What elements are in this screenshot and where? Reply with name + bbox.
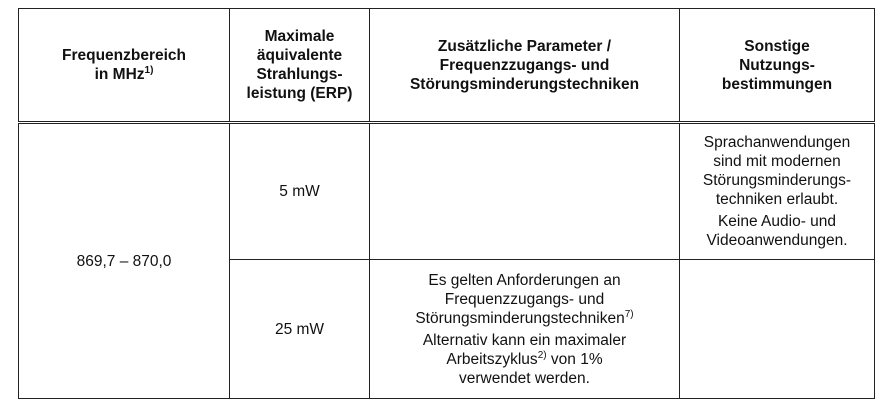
header-usage-line3: bestimmungen [721,75,833,93]
parameters-paragraph-requirements [378,271,671,328]
header-usage-line1: Sonstige [744,37,810,55]
header-frequency-range [19,9,230,123]
erp-value: 5 mW [279,183,320,200]
frequency-regulation-table [18,8,875,399]
parameters-cell [370,260,680,399]
header-usage-line2: Nutzungs- [739,56,815,74]
erp-cell-25mw [230,260,370,399]
header-params-line3: Störungsminderungstechniken [409,75,640,93]
parameters-cell-empty [370,123,680,260]
header-erp-line2: äquivalente [256,47,343,64]
table-row [19,123,875,260]
parameters-line: Frequenzzugangs- und [444,290,605,308]
usage-line: Störungsminderungs- [702,172,852,189]
header-erp-line4: leistung (ERP) [246,85,353,102]
parameters-line: Alternativ kann ein maximaler [422,331,627,349]
header-max-erp [230,9,370,123]
header-params-line1: Zusätzliche Parameter / [437,37,612,55]
header-additional-parameters [370,9,680,123]
parameters-line-rest: von 1% [546,350,603,368]
header-params-line2: Frequenzzugangs- und [439,56,610,74]
footnote-ref-7: 7) [624,308,634,320]
parameters-line: verwendet werden. [459,369,590,387]
frequency-value: 869,7 – 870,0 [76,252,172,270]
header-frequency-line1: Frequenzbereich [61,47,187,64]
usage-paragraph-no-av [688,212,866,250]
usage-cell-empty [680,260,875,399]
header-frequency-line2: in MHz [94,66,145,83]
header-erp-line1: Maximale [264,28,335,45]
parameters-line: Arbeitszyklus [446,350,538,368]
footnote-ref-2: 2) [537,349,547,361]
erp-value: 25 mW [274,320,325,338]
table-header-row [19,9,875,123]
usage-cell [680,123,875,260]
erp-cell-5mw [230,123,370,260]
parameters-line: Störungsminderungstechniken [415,309,625,327]
usage-line: Keine Audio- und [717,213,837,230]
frequency-cell [19,123,230,399]
header-other-usage [680,9,875,123]
usage-line: Sprachanwendungen [703,134,851,151]
parameters-paragraph-duty-cycle [378,331,671,388]
usage-line: sind mit modernen [713,153,841,170]
usage-line: Videoanwendungen. [706,232,848,249]
usage-paragraph-voice [688,133,866,209]
usage-line: techniken erlaubt. [715,191,839,208]
parameters-line: Es gelten Anforderungen an [428,271,621,289]
footnote-ref-1: 1) [144,64,154,76]
header-erp-line3: Strahlungs- [256,66,343,83]
